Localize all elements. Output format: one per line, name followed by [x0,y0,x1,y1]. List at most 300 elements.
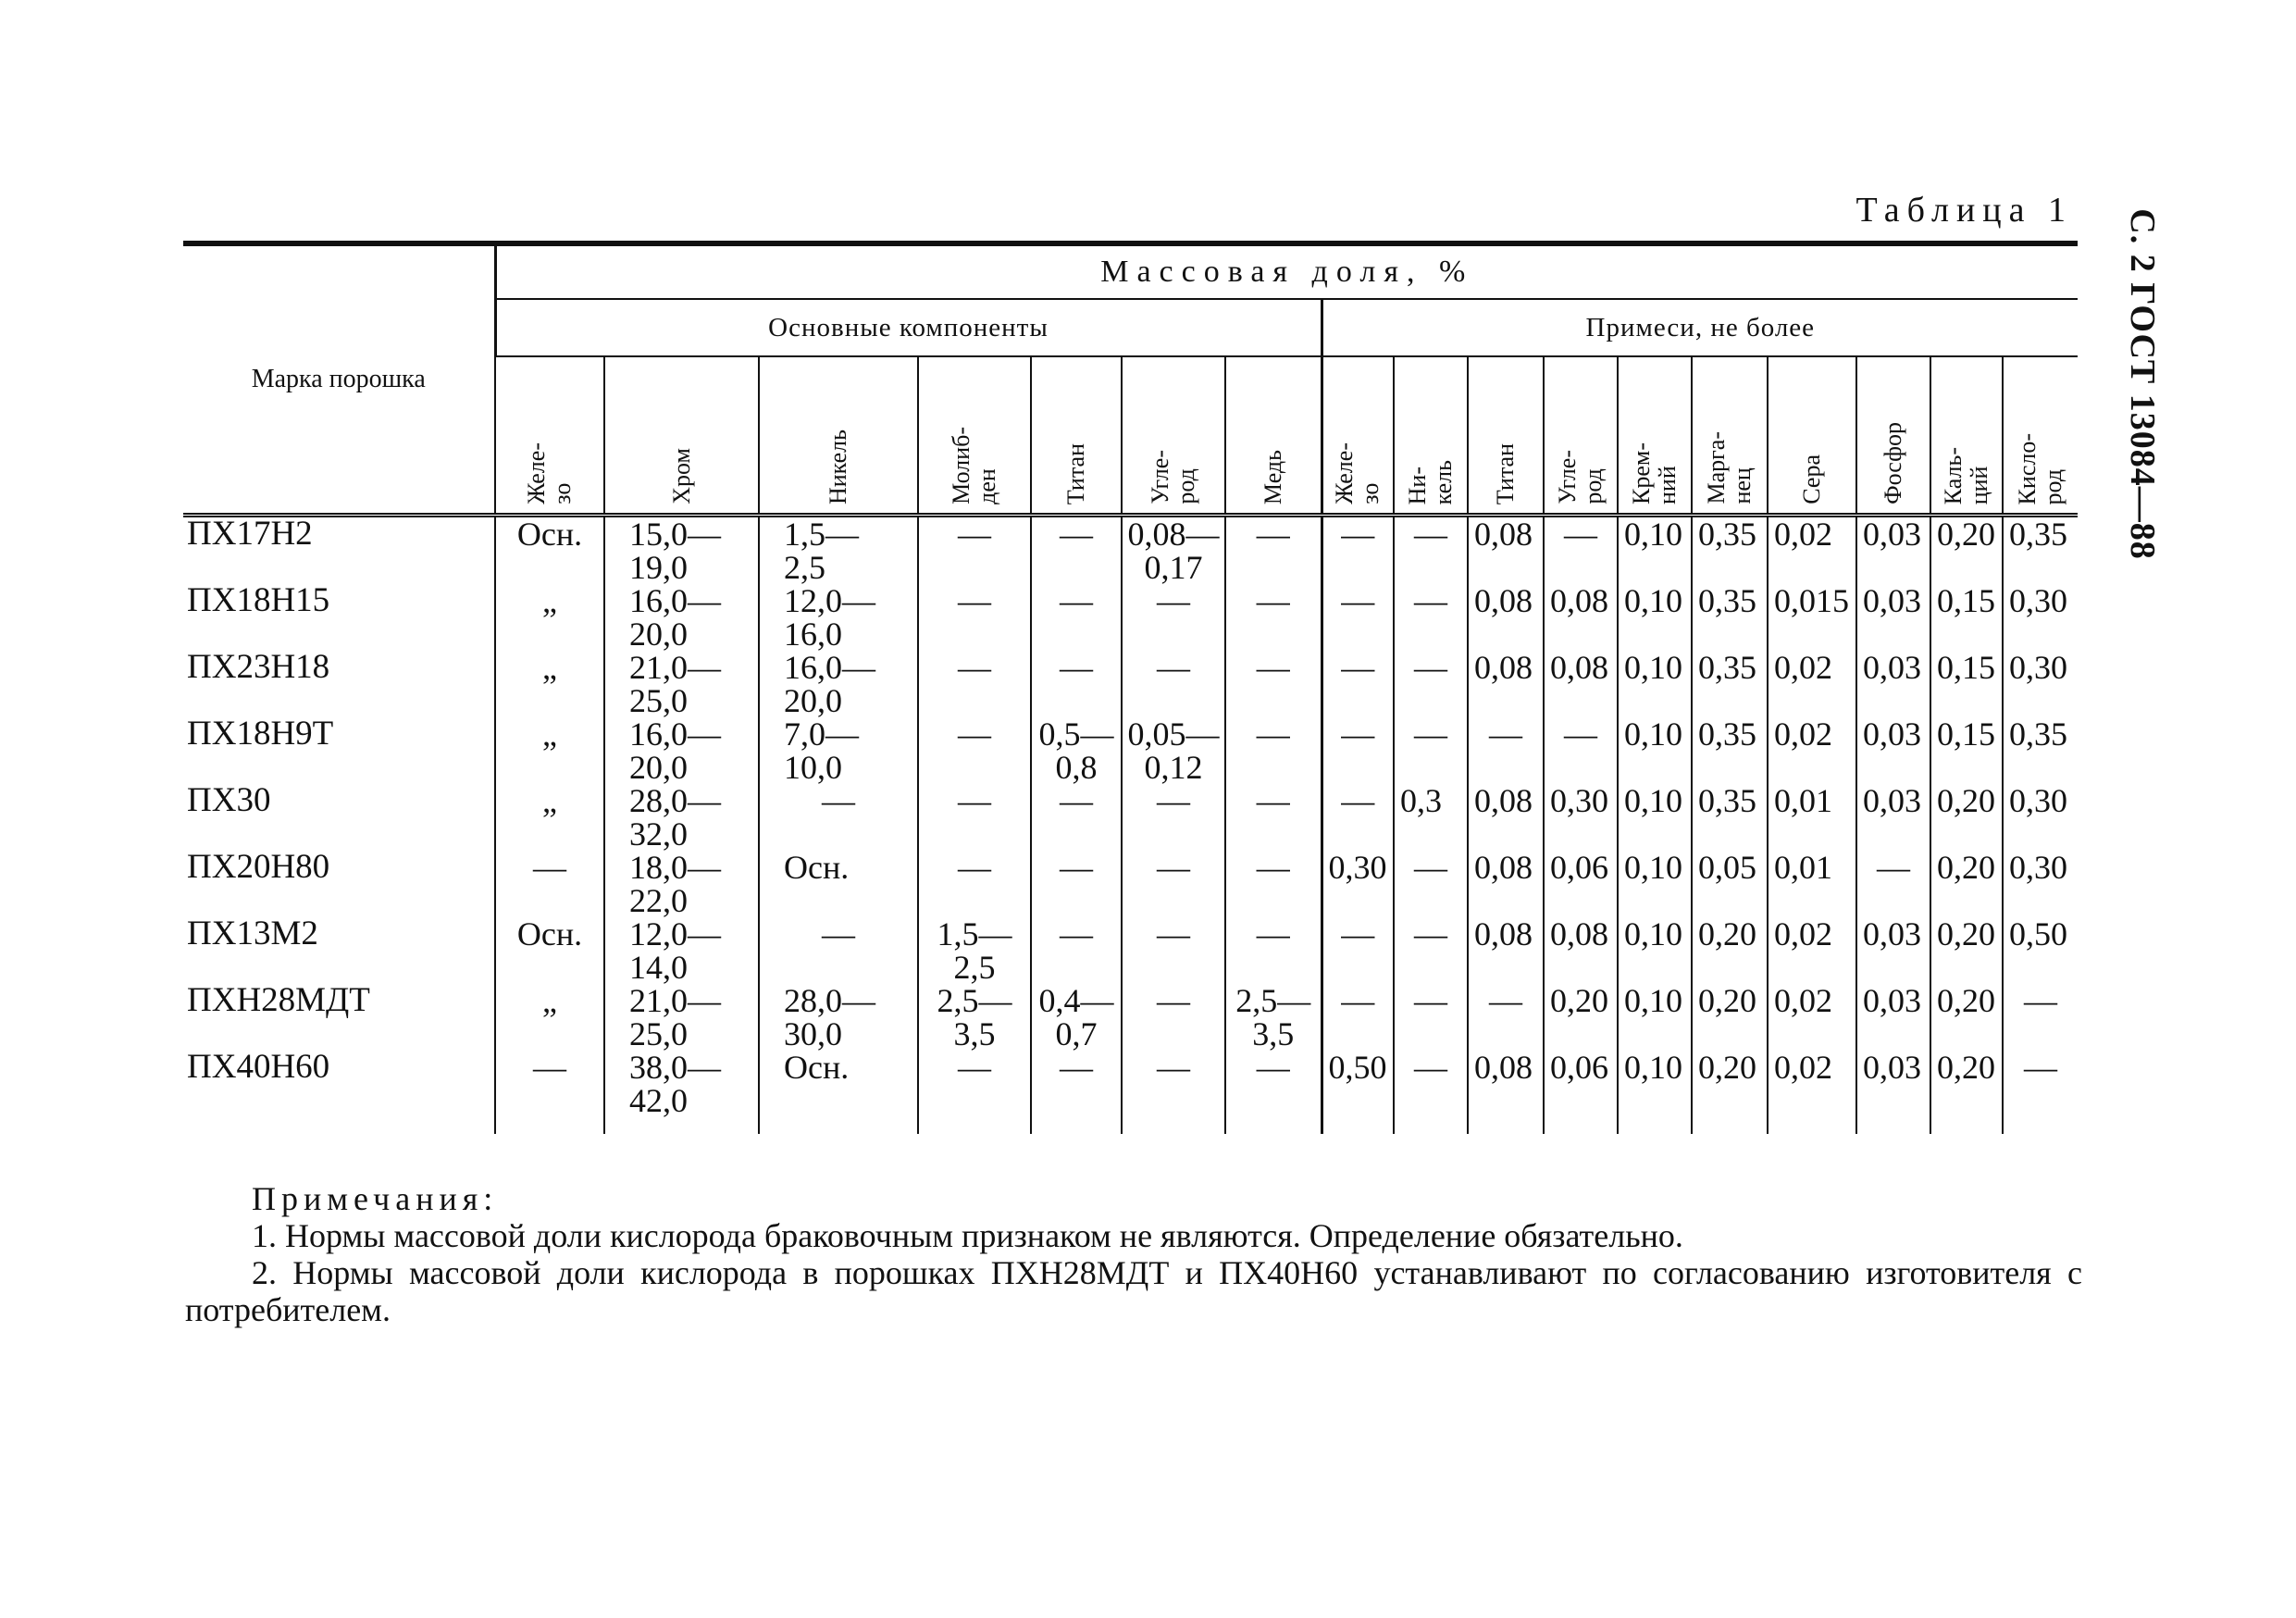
main-component-cell [759,917,918,984]
cell-value: 0,08 [1474,1049,1533,1086]
table-row [183,717,2078,784]
impurity-cell [2003,651,2078,717]
cell-value: 0,20 [1698,1049,1756,1086]
cell-value: 0,03 [1863,516,1921,553]
main-component-cell [1225,851,1322,917]
impurity-cell [1930,651,2003,717]
main-component-cell [1031,516,1122,585]
main-component-cell [1031,651,1122,717]
main-component-cell [1122,717,1225,784]
powder-mark: ПХ18Н15 [187,581,330,619]
main-component-cell [1031,984,1122,1051]
impurity-cell [1394,851,1468,917]
powder-mark: ПХ13М2 [187,915,318,952]
cell-value: — [533,849,566,886]
impurity-cell [1692,1051,1768,1134]
column-header-main-6 [1225,356,1322,516]
impurity-cell [1322,784,1394,851]
cell-value: — [1414,982,1447,1019]
main-component-cell [495,584,604,651]
cell-value: 12,0— [629,915,721,952]
column-header-label: Крем- ний [1628,442,1681,504]
cell-value: 0,3 [1400,782,1442,819]
table-row [183,984,2078,1051]
cell-value: — [2024,982,2058,1019]
cell-value: — [1877,849,1910,886]
main-component-cell [759,851,918,917]
cell-value: — [1060,516,1093,553]
impurity-cell [1768,851,1856,917]
cell-value: 0,20 [1550,982,1608,1019]
cell-value: — [1157,915,1190,952]
impurity-cell [1768,516,1856,585]
cell-value: 1,5— [937,915,1012,952]
main-component-cell [1122,651,1225,717]
main-component-cell [604,1051,759,1134]
cell-value: 0,05— [1127,716,1220,753]
cell-value: 0,7 [1055,1015,1098,1052]
cell-value: 0,20 [1698,982,1756,1019]
cell-value: 30,0 [784,1015,842,1052]
cell-value: 20,0 [784,682,842,719]
table-row [183,584,2078,651]
cell-value: 0,01 [1774,782,1832,819]
cell-value: 0,08 [1474,582,1533,619]
cell-value: 0,10 [1624,716,1682,753]
composition-table [183,241,2078,1134]
main-component-cell [759,584,918,651]
impurity-cell [1394,984,1468,1051]
impurity-cell [2003,784,2078,851]
main-component-cell [495,984,604,1051]
column-header-label: Хром [667,448,695,504]
impurity-cell [1468,917,1544,984]
cell-value: 0,35 [1698,582,1756,619]
cell-value: — [822,782,855,819]
cell-value: 0,35 [1698,716,1756,753]
impurity-cell [1322,851,1394,917]
main-component-cell [759,984,918,1051]
impurity-cell [1322,984,1394,1051]
cell-value: „ [542,716,557,753]
impurity-cell [2003,584,2078,651]
cell-value: 0,02 [1774,516,1832,553]
cell-value: — [958,716,991,753]
cell-value: 0,08 [1474,915,1533,952]
impurity-cell [1394,651,1468,717]
cell-value: 2,5 [953,949,996,986]
main-component-cell [918,584,1031,651]
cell-value: 20,0 [629,749,688,786]
impurity-cell [1930,1051,2003,1134]
main-component-cell [918,784,1031,851]
column-header-label: Никель [825,429,851,504]
cell-value: 0,10 [1624,649,1682,686]
cell-value: 0,30 [2009,782,2067,819]
impurity-cell [1544,784,1618,851]
cell-value: 0,30 [1328,849,1387,886]
impurity-cell [1930,851,2003,917]
impurity-cell [1618,516,1692,585]
main-component-cell [604,851,759,917]
cell-value: 0,03 [1863,1049,1921,1086]
main-component-cell [1122,984,1225,1051]
cell-value: — [1414,582,1447,619]
impurity-cell [1468,1051,1544,1134]
cell-value: 0,35 [1698,649,1756,686]
cell-value: 0,06 [1550,1049,1608,1086]
cell-value: 14,0 [629,949,688,986]
cell-value: — [1157,649,1190,686]
column-header-label: Желе- зо [1331,442,1384,504]
cell-value: 0,20 [1937,1049,1995,1086]
cell-value: — [1256,915,1290,952]
impurity-cell [1468,784,1544,851]
impurity-cell [1856,584,1930,651]
cell-value: 0,03 [1863,582,1921,619]
impurity-cell [1544,984,1618,1051]
cell-value: — [1341,982,1375,1019]
cell-value: 0,35 [1698,516,1756,553]
powder-mark: ПХ18Н9Т [187,715,334,753]
cell-value: „ [542,649,557,686]
cell-value: „ [542,982,557,1019]
column-header-main-5 [1122,356,1225,516]
cell-value: 15,0— [629,516,721,553]
header-mark: Марка порошка [183,243,495,516]
notes [185,1180,2082,1328]
cell-value: 16,0— [784,649,875,686]
cell-value: — [2024,1049,2058,1086]
impurity-cell [1544,917,1618,984]
impurity-cell [1768,651,1856,717]
impurity-cell [1544,651,1618,717]
cell-value: 0,15 [1937,716,1995,753]
cell-value: — [1256,716,1290,753]
main-component-cell [604,917,759,984]
cell-value: — [958,582,991,619]
column-header-imp-8 [1930,356,2003,516]
impurity-cell [1768,984,1856,1051]
cell-value: — [958,849,991,886]
header-mass-fraction: Массовая доля, % [495,243,2078,299]
impurity-cell [2003,717,2078,784]
impurity-cell [1618,717,1692,784]
column-header-label: Марга- нец [1703,431,1756,504]
cell-value: 0,10 [1624,782,1682,819]
column-header-main-3 [918,356,1031,516]
cell-value: — [1564,516,1597,553]
main-component-cell [495,917,604,984]
header-impurities: Примеси, не более [1322,299,2078,356]
cell-value: — [1414,849,1447,886]
impurity-cell [1322,516,1394,585]
cell-value: 0,30 [2009,849,2067,886]
cell-value: — [1060,1049,1093,1086]
impurity-cell [2003,917,2078,984]
cell-value: 0,02 [1774,915,1832,952]
impurity-cell [1930,984,2003,1051]
impurity-cell [1768,584,1856,651]
impurity-cell [1468,516,1544,585]
impurity-cell [1394,917,1468,984]
column-header-main-4 [1031,356,1122,516]
cell-value: — [1256,782,1290,819]
table-row [183,1051,2078,1134]
cell-value: — [958,649,991,686]
cell-value: 16,0 [784,616,842,653]
impurity-cell [1544,516,1618,585]
impurity-cell [1394,1051,1468,1134]
cell-value: — [1341,516,1375,553]
cell-value: 20,0 [629,616,688,653]
powder-mark: ПХ30 [187,781,271,819]
impurity-cell [1618,1051,1692,1134]
column-header-label: Молиб- ден [948,427,1000,504]
impurity-cell [1544,1051,1618,1134]
main-component-cell [495,717,604,784]
cell-value: 38,0— [629,1049,721,1086]
cell-value: 10,0 [784,749,842,786]
cell-value: — [1489,982,1522,1019]
main-component-cell [1225,1051,1322,1134]
impurity-cell [1856,917,1930,984]
impurity-cell [1618,651,1692,717]
cell-value: — [1414,1049,1447,1086]
cell-value: — [1060,849,1093,886]
impurity-cell [1930,516,2003,585]
impurity-cell [1856,516,1930,585]
impurity-cell [2003,851,2078,917]
main-component-cell [1225,784,1322,851]
cell-value: — [1060,649,1093,686]
impurity-cell [1468,584,1544,651]
cell-value: 0,30 [2009,649,2067,686]
impurity-cell [1544,717,1618,784]
main-component-cell [1031,1051,1122,1134]
impurity-cell [1322,1051,1394,1134]
note-2: 2. Нормы массовой доли кислорода в порошках ПХН28МДТ и ПХ40Н60 устанавливают по согласованию изготовителя с потребителем. [185,1254,2082,1328]
cell-value: 0,12 [1144,749,1203,786]
main-component-cell [918,651,1031,717]
main-component-cell [1225,717,1322,784]
cell-value: — [958,516,991,553]
column-header-label: Каль- ций [1940,446,1992,504]
table-row [183,651,2078,717]
main-component-cell [1031,584,1122,651]
column-header-label: Сера [1798,454,1825,504]
cell-value: — [958,1049,991,1086]
column-header-imp-4 [1618,356,1692,516]
impurity-cell [1322,651,1394,717]
cell-value: — [533,1049,566,1086]
cell-value: — [1157,849,1190,886]
main-component-cell [759,784,918,851]
main-component-cell [495,851,604,917]
cell-value: 0,02 [1774,982,1832,1019]
column-header-label: Медь [1259,449,1286,504]
cell-value: 0,15 [1937,582,1995,619]
cell-value: — [1157,1049,1190,1086]
impurity-cell [1692,784,1768,851]
impurity-cell [1618,851,1692,917]
cell-value: 0,10 [1624,915,1682,952]
cell-value: 0,20 [1937,982,1995,1019]
cell-value: — [1060,782,1093,819]
cell-value: — [1157,982,1190,1019]
main-component-cell [604,584,759,651]
impurity-cell [1856,1051,1930,1134]
cell-value: 0,03 [1863,982,1921,1019]
impurity-cell [1618,584,1692,651]
main-component-cell [1031,851,1122,917]
powder-mark: ПХН28МДТ [187,981,370,1019]
cell-value: — [1341,649,1375,686]
main-component-cell [604,784,759,851]
cell-value: — [1489,716,1522,753]
cell-value: 25,0 [629,1015,688,1052]
impurity-cell [1468,717,1544,784]
main-component-cell [759,516,918,585]
main-component-cell [918,516,1031,585]
cell-value: 0,20 [1937,782,1995,819]
main-component-cell [604,651,759,717]
cell-value: Осн. [784,1049,850,1086]
cell-value: 21,0— [629,982,721,1019]
column-header-imp-1 [1394,356,1468,516]
impurity-cell [1856,717,1930,784]
column-header-imp-5 [1692,356,1768,516]
impurity-cell [1692,516,1768,585]
main-component-cell [1225,516,1322,585]
header-main-components: Основные компоненты [495,299,1322,356]
cell-value: 0,8 [1055,749,1098,786]
column-header-imp-3 [1544,356,1618,516]
impurity-cell [1468,651,1544,717]
cell-value: — [1341,782,1375,819]
column-header-main-1 [604,356,759,516]
column-header-main-2 [759,356,918,516]
cell-value: 0,015 [1774,582,1849,619]
impurity-cell [1692,584,1768,651]
impurity-cell [1692,717,1768,784]
cell-value: 0,15 [1937,649,1995,686]
column-header-label: Кисло- род [2014,432,2067,504]
cell-value: 32,0 [629,815,688,853]
cell-value: 22,0 [629,882,688,919]
main-component-cell [1225,651,1322,717]
cell-value: 0,30 [1550,782,1608,819]
main-component-cell [1225,917,1322,984]
cell-value: 2,5 [784,549,825,586]
column-header-imp-2 [1468,356,1544,516]
column-header-imp-7 [1856,356,1930,516]
main-component-cell [759,651,918,717]
cell-value: Осн. [516,915,583,952]
impurity-cell [1856,651,1930,717]
column-header-imp-6 [1768,356,1856,516]
cell-value: — [1414,516,1447,553]
main-component-cell [1122,784,1225,851]
impurity-cell [1856,784,1930,851]
cell-value: 0,06 [1550,849,1608,886]
cell-value: 0,20 [1937,849,1995,886]
cell-value: — [1414,716,1447,753]
impurity-cell [1930,717,2003,784]
column-header-label: Титан [1492,442,1519,504]
cell-value: 0,02 [1774,716,1832,753]
main-component-cell [1122,917,1225,984]
cell-value: 28,0— [629,782,721,819]
cell-value: — [1414,649,1447,686]
cell-value: — [958,782,991,819]
cell-value: 0,03 [1863,716,1921,753]
cell-value: 28,0— [784,982,875,1019]
cell-value: 16,0— [629,716,721,753]
cell-value: 0,35 [2009,516,2067,553]
main-component-cell [1225,984,1322,1051]
cell-value: 2,5— [937,982,1012,1019]
cell-value: — [1341,915,1375,952]
cell-value: 0,20 [1698,915,1756,952]
cell-value: 0,02 [1774,649,1832,686]
impurity-cell [1394,784,1468,851]
page-side-header [2110,199,2175,569]
cell-value: 0,03 [1863,649,1921,686]
cell-value: 0,03 [1863,782,1921,819]
cell-value: Осн. [516,516,583,553]
notes-heading: Примечания: [252,1180,499,1217]
impurity-cell [1768,917,1856,984]
powder-mark: ПХ40Н60 [187,1048,330,1086]
cell-value: 1,5— [784,516,859,553]
main-component-cell [918,1051,1031,1134]
cell-value: 3,5 [953,1015,996,1052]
impurity-cell [1394,717,1468,784]
table-row [183,784,2078,851]
cell-value: „ [542,582,557,619]
main-component-cell [1122,516,1225,585]
cell-value: 0,01 [1774,849,1832,886]
cell-value: 2,5— [1235,982,1311,1019]
impurity-cell [1544,584,1618,651]
cell-value: 42,0 [629,1082,688,1119]
powder-mark: ПХ23Н18 [187,648,330,686]
main-component-cell [1031,784,1122,851]
cell-value: 0,50 [2009,915,2067,952]
table-row [183,917,2078,984]
cell-value: 18,0— [629,849,721,886]
impurity-cell [1618,784,1692,851]
cell-value: 3,5 [1252,1015,1295,1052]
cell-value: 0,02 [1774,1049,1832,1086]
impurity-cell [1322,584,1394,651]
impurity-cell [1692,984,1768,1051]
cell-value: 0,30 [2009,582,2067,619]
impurity-cell [1394,584,1468,651]
note-1: 1. Нормы массовой доли кислорода браковочным признаком не являются. Определение обязательно. [252,1217,1683,1254]
main-component-cell [1122,851,1225,917]
impurity-cell [1856,984,1930,1051]
main-component-cell [759,1051,918,1134]
impurity-cell [1544,851,1618,917]
main-component-cell [1031,917,1122,984]
cell-value: — [1256,516,1290,553]
column-header-imp-9 [2003,356,2078,516]
cell-value: 12,0— [784,582,875,619]
cell-value: 0,20 [1937,915,1995,952]
cell-value: 0,20 [1937,516,1995,553]
